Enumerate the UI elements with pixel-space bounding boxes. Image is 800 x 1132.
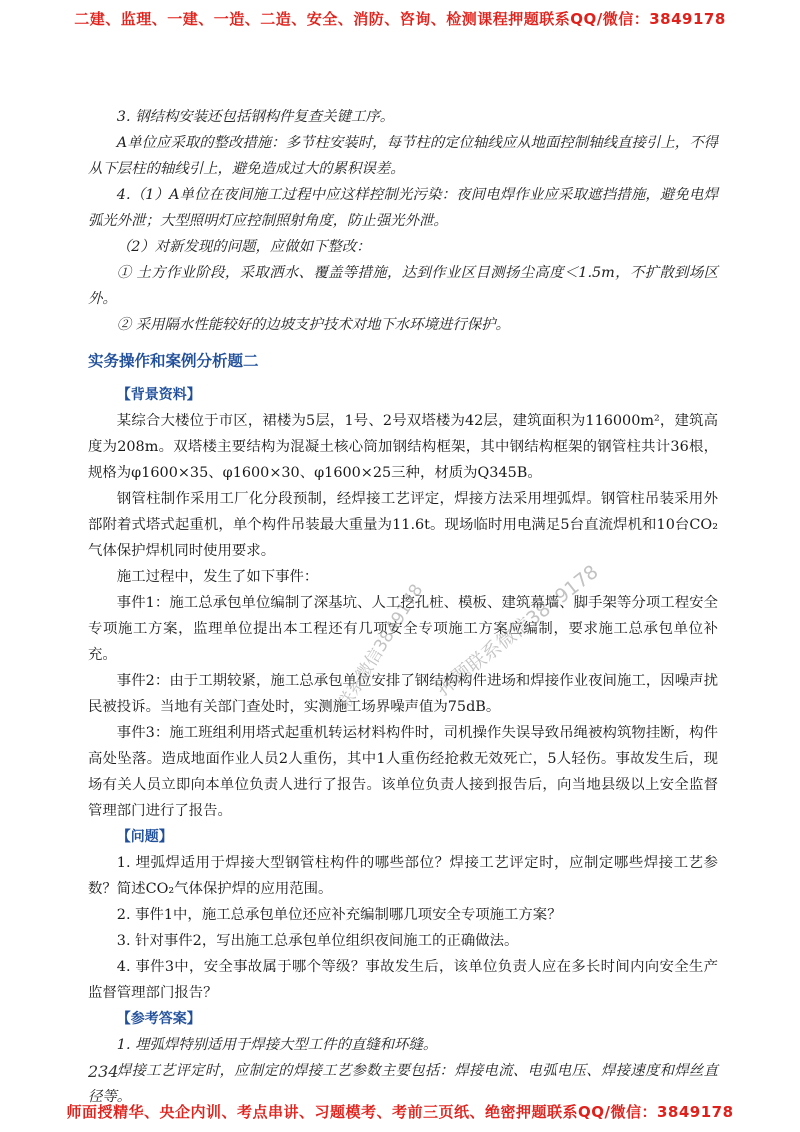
background-paragraph: 施工过程中，发生了如下事件： — [116, 569, 319, 585]
answer-paragraph: 3. 钢结构安装还包括钢构件复查关键工序。 — [116, 109, 395, 125]
background-label: 【背景资料】 — [116, 387, 201, 403]
background-paragraph: 钢管柱制作采用工厂化分段预制，经焊接工艺评定，焊接方法采用埋弧焊。钢管柱吊装采用外部附着式塔式起重机，单个构件吊装最大重量为11.6t。现场临时用电满足5台直流焊机和10台CO₂气体保护焊机同时使用要求。 — [88, 491, 718, 559]
answer-paragraph: A单位应采取的整改措施：多节柱安装时，每节柱的定位轴线应从地面控制轴线直接引上，不得从下层柱的轴线引上，避免造成过大的累积误差。 — [88, 135, 718, 177]
answer-paragraph: ② 采用隔水性能较好的边坡支护技术对地下水环境进行保护。 — [116, 317, 510, 333]
watermark-text: 押题联系微信3849178 — [432, 560, 603, 701]
question-item: 3. 针对事件2，写出施工总承包单位组织夜间施工的正确做法。 — [116, 933, 519, 949]
background-paragraph: 某综合大楼位于市区，裙楼为5层，1号、2号双塔楼为42层，建筑面积为116000m²，建筑高度为208m。双塔楼主要结构为混凝土核心筒加钢结构框架，其中钢结构框架的钢管柱共计36根，规格为φ1600×35、φ1600×30、φ1600×25三种，材质为Q345B。 — [88, 413, 718, 481]
answer-paragraph: 1. 埋弧焊特别适用于焊接大型工件的直缝和环缝。 — [116, 1037, 438, 1053]
questions-label: 【问题】 — [116, 829, 173, 845]
event-paragraph: 事件1：施工总承包单位编制了深基坑、人工挖孔桩、模板、建筑幕墙、脚手架等分项工程安全专项施工方案，监理单位提出本工程还有几项安全专项施工方案应编制，要求施工总承包单位补充。 — [88, 595, 718, 663]
question-item: 1. 埋弧焊适用于焊接大型钢管柱构件的哪些部位？焊接工艺评定时，应制定哪些焊接工艺参数？简述CO₂气体保护焊的应用范围。 — [88, 855, 718, 897]
question-item: 4. 事件3中，安全事故属于哪个等级？事故发生后，该单位负责人应在多长时间内向安全生产监督管理部门报告？ — [88, 959, 718, 1001]
answer-paragraph: 焊接工艺评定时，应制定的焊接工艺参数主要包括：焊接电流、电弧电压、焊接速度和焊丝直径等。 — [88, 1063, 718, 1105]
page-number: 234 — [88, 1062, 119, 1081]
answer-paragraph: 4.（1）A单位在夜间施工过程中应这样控制光污染：夜间电焊作业应采取遮挡措施，避免电焊弧光外泄；大型照明灯应控制照射角度，防止强光外泄。 — [88, 187, 718, 229]
header-ad-banner: 二建、监理、一建、一造、二造、安全、消防、咨询、检测课程押题联系QQ/微信：3849178 — [74, 10, 726, 28]
watermark-text: 联系微信3849178 — [334, 580, 428, 714]
answers-label: 【参考答案】 — [116, 1011, 201, 1027]
answer-paragraph: ① 土方作业阶段，采取洒水、覆盖等措施，达到作业区目测扬尘高度＜1.5m，不扩散到场区外。 — [88, 265, 718, 307]
question-item: 2. 事件1中，施工总承包单位还应补充编制哪几项安全专项施工方案？ — [116, 907, 562, 923]
footer-ad-banner: 师面授精华、央企内训、考点串讲、习题模考、考前三页纸、绝密押题联系QQ/微信：3849178 — [66, 1103, 734, 1121]
event-paragraph: 事件2：由于工期较紧，施工总承包单位安排了钢结构构件进场和焊接作业夜间施工，因噪声扰民被投诉。当地有关部门查处时，实测施工场界噪声值为75dB。 — [88, 673, 718, 715]
answer-paragraph: （2）对新发现的问题，应做如下整改： — [116, 239, 371, 255]
event-paragraph: 事件3：施工班组利用塔式起重机转运材料构件时，司机操作失误导致吊绳被构筑物挂断，构件高处坠落。造成地面作业人员2人重伤，其中1人重伤经抢救无效死亡，5人轻伤。事故发生后，现场有关人员立即向本单位负责人进行了报告。该单位负责人接到报告后，向当地县级以上安全监督管理部门进行了报告。 — [88, 725, 718, 819]
section-title: 实务操作和案例分析题二 — [88, 351, 259, 370]
page-content — [88, 104, 718, 1110]
